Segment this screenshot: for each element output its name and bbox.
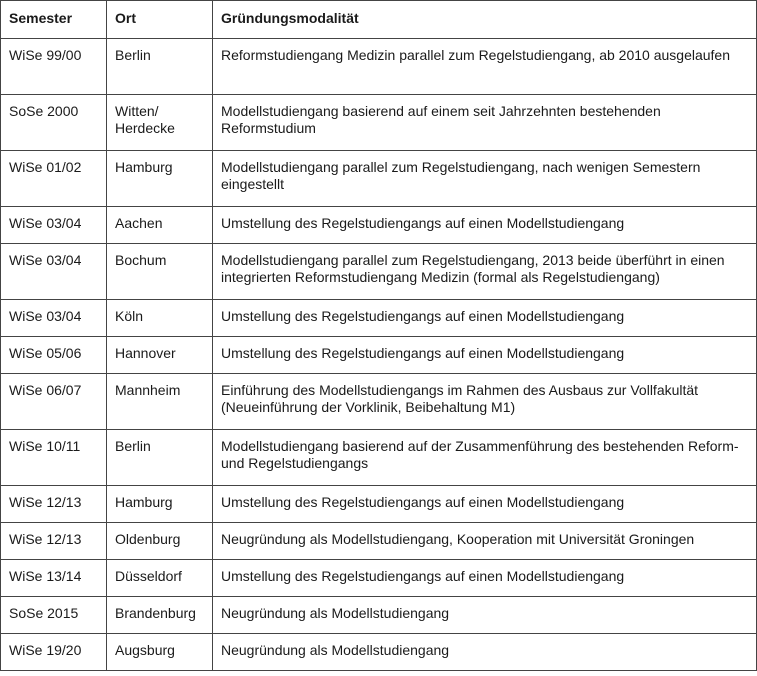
cell-ort: Hamburg: [107, 486, 213, 523]
cell-semester: WiSe 03/04: [1, 300, 107, 337]
cell-modalitaet: Umstellung des Regelstudiengangs auf einen Modellstudiengang: [213, 486, 757, 523]
cell-semester: WiSe 05/06: [1, 337, 107, 374]
cell-modalitaet: Neugründung als Modellstudiengang: [213, 634, 757, 671]
cell-ort: Düsseldorf: [107, 560, 213, 597]
cell-modalitaet: Modellstudiengang parallel zum Regelstudiengang, nach wenigen Semestern eingestellt: [213, 151, 757, 207]
cell-ort: Aachen: [107, 207, 213, 244]
cell-semester: SoSe 2015: [1, 597, 107, 634]
header-semester: Semester: [1, 1, 107, 39]
cell-semester: SoSe 2000: [1, 95, 107, 151]
table-row: [1, 244, 757, 300]
cell-modalitaet: Modellstudiengang basierend auf der Zusammenführung des bestehenden Reform- und Regelstudiengangs: [213, 430, 757, 486]
table-row: [1, 337, 757, 374]
cell-semester: WiSe 06/07: [1, 374, 107, 430]
cell-semester: WiSe 12/13: [1, 486, 107, 523]
cell-semester: WiSe 19/20: [1, 634, 107, 671]
cell-modalitaet: Neugründung als Modellstudiengang, Kooperation mit Universität Groningen: [213, 523, 757, 560]
cell-ort: Augsburg: [107, 634, 213, 671]
cell-ort: Oldenburg: [107, 523, 213, 560]
cell-modalitaet: Neugründung als Modellstudiengang: [213, 597, 757, 634]
table-row: [1, 560, 757, 597]
header-gruendungsmodalitaet: Gründungsmodalität: [213, 1, 757, 39]
cell-semester: WiSe 99/00: [1, 39, 107, 95]
header-ort: Ort: [107, 1, 213, 39]
cell-semester: WiSe 13/14: [1, 560, 107, 597]
table-row: [1, 634, 757, 671]
table-row: [1, 374, 757, 430]
cell-ort: Hannover: [107, 337, 213, 374]
cell-ort: Köln: [107, 300, 213, 337]
cell-semester: WiSe 01/02: [1, 151, 107, 207]
cell-ort: Berlin: [107, 430, 213, 486]
cell-semester: WiSe 12/13: [1, 523, 107, 560]
table-row: [1, 95, 757, 151]
table-row: [1, 523, 757, 560]
cell-ort: Berlin: [107, 39, 213, 95]
table-row: [1, 486, 757, 523]
cell-modalitaet: Umstellung des Regelstudiengangs auf einen Modellstudiengang: [213, 207, 757, 244]
cell-ort: Mannheim: [107, 374, 213, 430]
cell-modalitaet: Einführung des Modellstudiengangs im Rahmen des Ausbaus zur Vollfakultät (Neueinführung der Vorklinik, Beibehaltung M1): [213, 374, 757, 430]
table-row: [1, 430, 757, 486]
table-row: [1, 207, 757, 244]
table-row: [1, 151, 757, 207]
cell-ort: Bochum: [107, 244, 213, 300]
header-row: [1, 1, 757, 39]
table-row: [1, 39, 757, 95]
cell-modalitaet: Reformstudiengang Medizin parallel zum Regelstudiengang, ab 2010 ausgelaufen: [213, 39, 757, 95]
cell-modalitaet: Modellstudiengang parallel zum Regelstudiengang, 2013 beide überführt in einen integrierten Reformstudiengang Medizin (formal als Regelstudiengang): [213, 244, 757, 300]
cell-semester: WiSe 03/04: [1, 244, 107, 300]
cell-ort: Witten/ Herdecke: [107, 95, 213, 151]
cell-ort: Brandenburg: [107, 597, 213, 634]
table-row: [1, 300, 757, 337]
table-row: [1, 597, 757, 634]
cell-modalitaet: Umstellung des Regelstudiengangs auf einen Modellstudiengang: [213, 560, 757, 597]
cell-ort: Hamburg: [107, 151, 213, 207]
cell-modalitaet: Umstellung des Regelstudiengangs auf einen Modellstudiengang: [213, 337, 757, 374]
cell-semester: WiSe 03/04: [1, 207, 107, 244]
cell-semester: WiSe 10/11: [1, 430, 107, 486]
cell-modalitaet: Umstellung des Regelstudiengangs auf einen Modellstudiengang: [213, 300, 757, 337]
cell-modalitaet: Modellstudiengang basierend auf einem seit Jahrzehnten bestehenden Reformstudium: [213, 95, 757, 151]
